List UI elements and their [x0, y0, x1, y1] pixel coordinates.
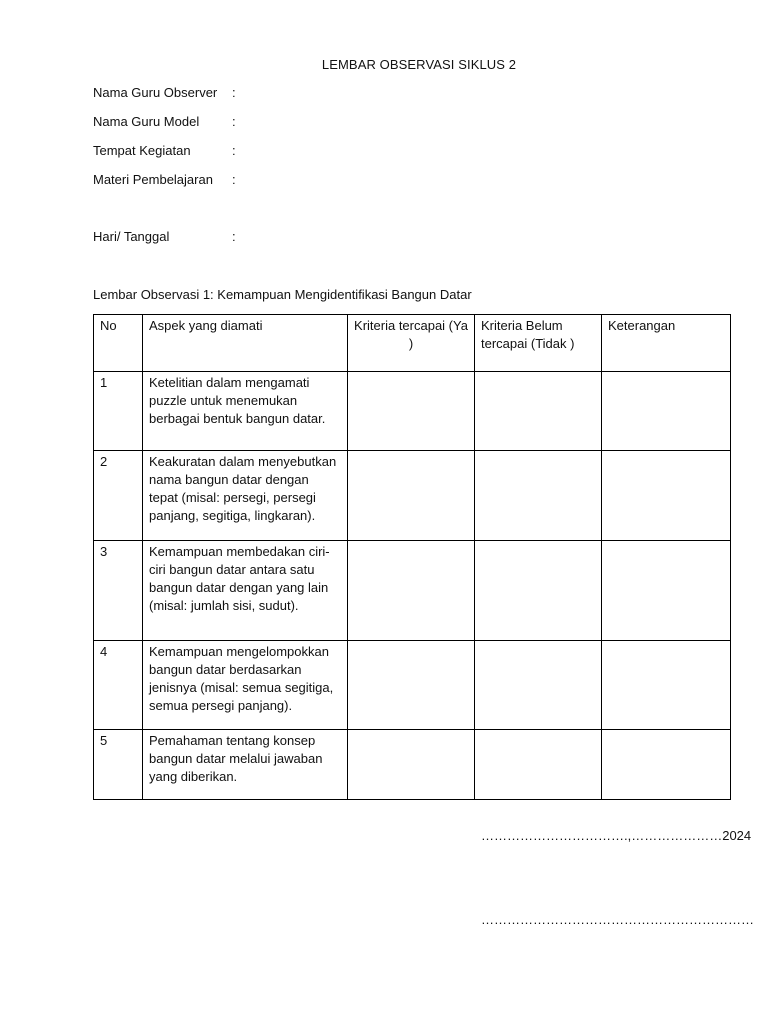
cell-criteria-yes[interactable] — [348, 541, 475, 641]
cell-notes[interactable] — [602, 730, 731, 800]
field-label: Nama Guru Observer — [93, 85, 218, 100]
table-row — [94, 730, 731, 800]
document-title: LEMBAR OBSERVASI SIKLUS 2 — [321, 57, 517, 72]
cell-criteria-yes[interactable] — [348, 451, 475, 541]
cell-no: 4 — [94, 641, 143, 730]
cell-notes[interactable] — [602, 372, 731, 451]
cell-criteria-no[interactable] — [475, 641, 602, 730]
cell-notes[interactable] — [602, 451, 731, 541]
cell-criteria-yes[interactable] — [348, 372, 475, 451]
cell-criteria-yes[interactable] — [348, 641, 475, 730]
table-row — [94, 451, 731, 541]
cell-aspect: Ketelitian dalam mengamati puzzle untuk menemukan berbagai bentuk bangun datar. — [143, 372, 348, 451]
header-no: No — [94, 315, 143, 372]
cell-no: 5 — [94, 730, 143, 800]
field-colon: : — [232, 143, 236, 158]
signature-date-line: …………………………….,…………………2024 — [481, 828, 752, 843]
signature-name-line: ……………………………………………………… — [481, 912, 754, 927]
observation-title: Lembar Observasi 1: Kemampuan Mengidentifikasi Bangun Datar — [93, 287, 472, 302]
cell-no: 3 — [94, 541, 143, 641]
cell-criteria-no[interactable] — [475, 730, 602, 800]
cell-aspect: Kemampuan mengelompokkan bangun datar berdasarkan jenisnya (misal: semua segitiga, semua persegi panjang). — [143, 641, 348, 730]
header-criteria-yes: Kriteria tercapai (Ya ) — [348, 315, 475, 372]
table-header-row — [94, 315, 731, 372]
cell-no: 1 — [94, 372, 143, 451]
field-colon: : — [232, 172, 236, 187]
cell-criteria-no[interactable] — [475, 541, 602, 641]
observation-table — [93, 314, 731, 800]
field-colon: : — [232, 85, 236, 100]
cell-criteria-no[interactable] — [475, 372, 602, 451]
cell-aspect: Pemahaman tentang konsep bangun datar melalui jawaban yang diberikan. — [143, 730, 348, 800]
cell-criteria-no[interactable] — [475, 451, 602, 541]
cell-notes[interactable] — [602, 641, 731, 730]
cell-aspect: Keakuratan dalam menyebutkan nama bangun datar dengan tepat (misal: persegi, persegi panjang, segitiga, lingkaran). — [143, 451, 348, 541]
field-label: Tempat Kegiatan — [93, 143, 191, 158]
header-criteria-no: Kriteria Belum tercapai (Tidak ) — [475, 315, 602, 372]
field-label: Materi Pembelajaran — [93, 172, 213, 187]
cell-criteria-yes[interactable] — [348, 730, 475, 800]
cell-notes[interactable] — [602, 541, 731, 641]
header-notes: Keterangan — [602, 315, 731, 372]
cell-no: 2 — [94, 451, 143, 541]
field-label: Hari/ Tanggal — [93, 229, 170, 244]
table-row — [94, 541, 731, 641]
table-row — [94, 372, 731, 451]
field-colon: : — [232, 229, 236, 244]
field-colon: : — [232, 114, 236, 129]
cell-aspect: Kemampuan membedakan ciri-ciri bangun datar antara satu bangun datar dengan yang lain (misal: jumlah sisi, sudut). — [143, 541, 348, 641]
header-aspect: Aspek yang diamati — [143, 315, 348, 372]
field-label: Nama Guru Model — [93, 114, 200, 129]
table-row — [94, 641, 731, 730]
